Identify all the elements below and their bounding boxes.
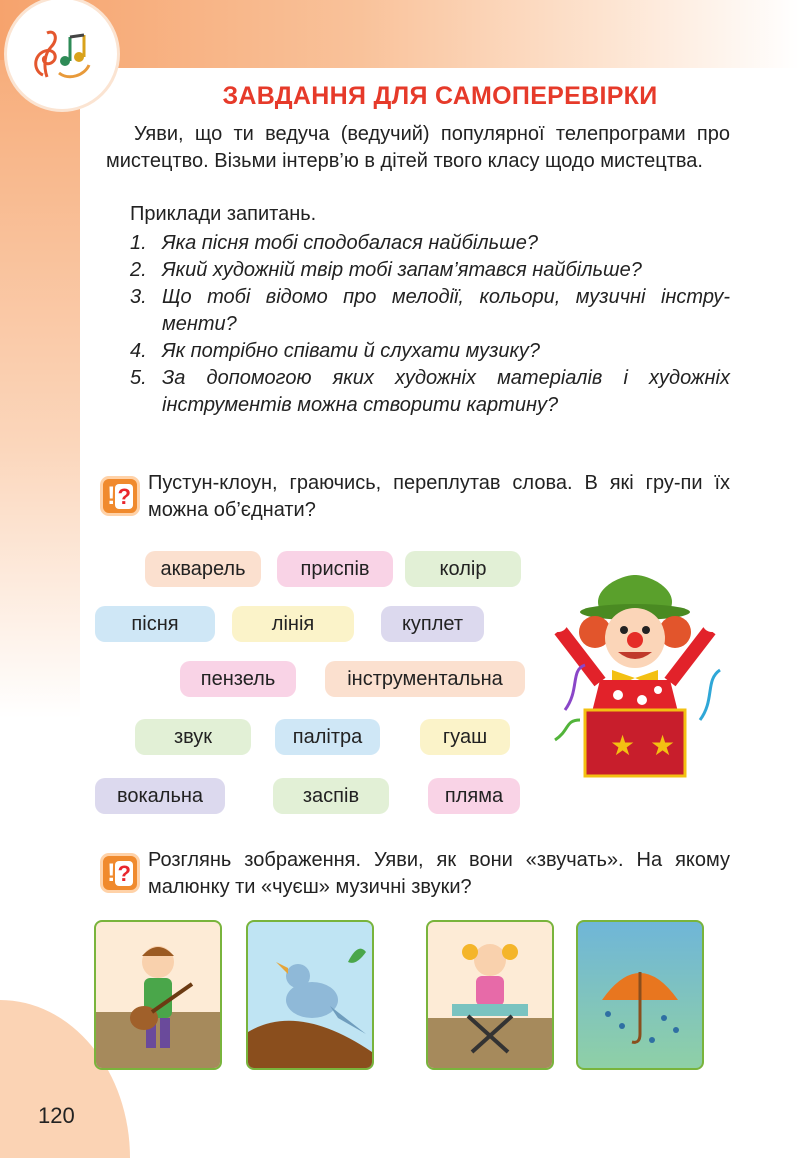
question-exclamation-icon: !? <box>100 853 140 893</box>
question-text: Що тобі відомо про мелодії, кольори, музичні інстру-менти? <box>162 286 730 335</box>
intro-paragraph <box>106 121 730 175</box>
question-text: Як потрібно співати й слухати музику? <box>162 340 541 362</box>
word-chip: пісня <box>95 606 215 642</box>
word-chip: заспів <box>273 778 389 814</box>
word-chip: приспів <box>277 551 393 587</box>
question-item <box>130 257 730 284</box>
question-text: Яка пісня тобі сподобалася найбільше? <box>162 232 538 254</box>
music-art-logo <box>4 0 120 112</box>
svg-text:★: ★ <box>650 729 676 762</box>
umbrella-in-rain-image <box>576 920 704 1070</box>
task-clown-text: Пустун-клоун, граючись, переплутав слова. В які гру-пи їх можна об’єднати? <box>148 472 730 521</box>
treble-clef-icon <box>29 25 93 81</box>
question-number: 4. <box>130 340 147 362</box>
intro-text: Уяви, що ти ведуча (ведучий) популярної телепрограми про мистецтво. Візьми інтерв’ю в дітей твого класу щодо мистецтва. <box>106 123 730 172</box>
question-exclamation-icon: !? <box>100 476 140 516</box>
header-band <box>0 0 800 68</box>
word-chip: пензель <box>180 661 296 697</box>
question-text: Який художній твір тобі запам’ятався найбільше? <box>162 259 642 281</box>
bird-on-branch-image <box>246 920 374 1070</box>
page-number: 120 <box>38 1103 75 1128</box>
word-chip: куплет <box>381 606 484 642</box>
boy-with-guitar-image <box>94 920 222 1070</box>
question-number: 5. <box>130 367 147 389</box>
question-item <box>130 365 730 419</box>
question-item <box>130 284 730 338</box>
word-chip: колір <box>405 551 521 587</box>
girl-with-keyboard-image <box>426 920 554 1070</box>
word-chip: вокальна <box>95 778 225 814</box>
question-number: 3. <box>130 286 147 308</box>
svg-text:★: ★ <box>610 729 636 762</box>
side-band <box>0 60 80 1158</box>
word-chip: акварель <box>145 551 261 587</box>
question-number: 1. <box>130 232 147 254</box>
task-images-text: Розглянь зображення. Уяви, як вони «звучать». На якому малюнку ти «чуєш» музичні звуки? <box>148 849 730 898</box>
word-chip: гуаш <box>420 719 510 755</box>
question-number: 2. <box>130 259 147 281</box>
question-text: За допомогою яких художніх матеріалів і художніх інструментів можна створити картину? <box>162 367 730 416</box>
question-item <box>130 338 730 365</box>
examples-label: Приклади запитань. <box>130 203 317 225</box>
word-chip: звук <box>135 719 251 755</box>
clown-in-box-illustration <box>540 570 730 780</box>
word-chip: лінія <box>232 606 354 642</box>
word-chip: палітра <box>275 719 380 755</box>
word-chip: інструментальна <box>325 661 525 697</box>
question-item <box>130 230 730 257</box>
page-title: ЗАВДАННЯ ДЛЯ САМОПЕРЕВІРКИ <box>222 82 658 110</box>
word-chip: пляма <box>428 778 520 814</box>
